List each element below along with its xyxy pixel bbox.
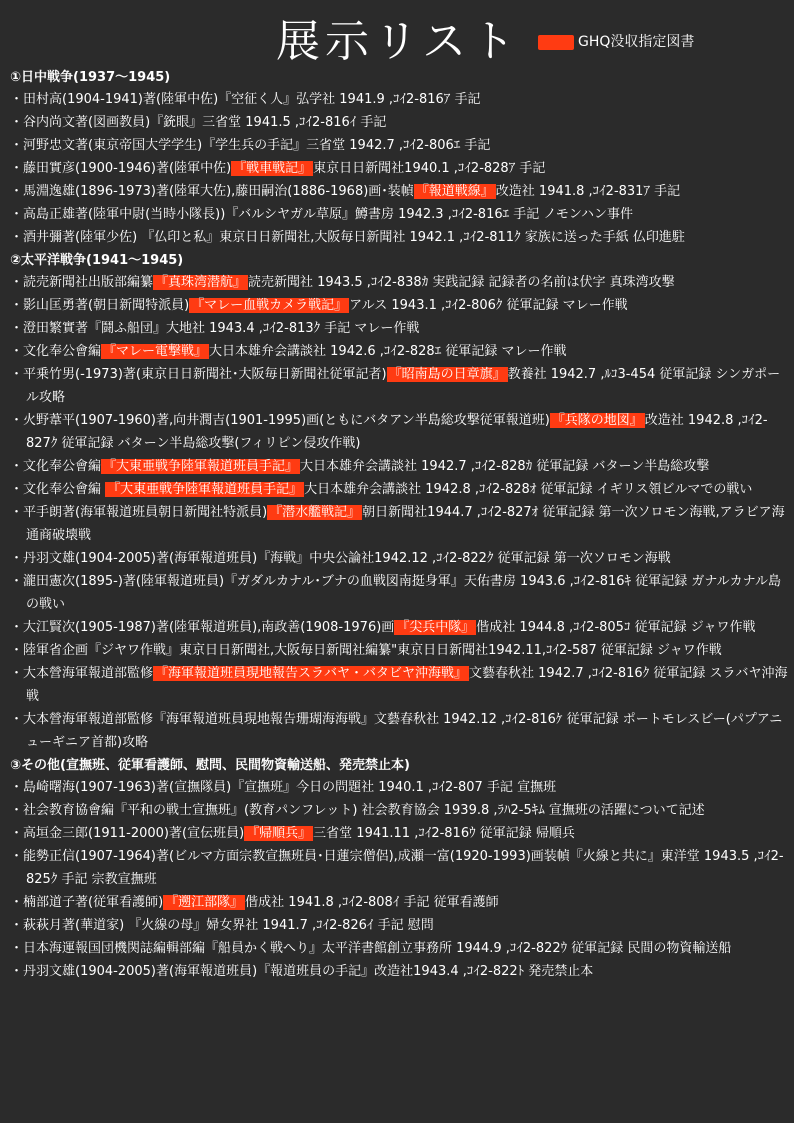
ghq-confiscated-title: 『真珠湾潜航』 [155,275,247,290]
list-item [10,363,788,409]
item-text: ・日本海運報国団機関誌編輯部編『船員かく戦へり』太平洋書館創立事務所 1944.9 ,ｺｲ2-822ｳ 従軍記録 民間の物資輸送船 [10,941,732,956]
item-text: ・文化奉公會編 [10,459,102,474]
item-text: ・文化奉公會編 [10,344,102,359]
ghq-confiscated-title: 『遡江部隊』 [165,895,244,910]
list-item [10,317,788,340]
item-text: ・酒井彌著(陸軍少佐) 『仏印と私』東京日日新聞社,大阪毎日新聞社 1942.1 ,ｺｲ2-811ｸ 家族に送った手紙 仏印進駐 [10,230,685,245]
item-text: ・平手朗著(海軍報道班員朝日新聞社特派員) [10,505,268,520]
item-text-rest: 文藝春秋社 1942.7 ,ｺｲ2-816ｸ 従軍記録 スラバヤ沖海戦 [26,666,788,704]
ghq-confiscated-title: 『戦車戦記』 [233,161,312,176]
item-text: ・読売新聞社出版部編纂 [10,275,154,290]
item-text-rest: 改造社 1942.8 ,ｺｲ2-827ｸ 従軍記録 バターン半島総攻撃(フィリピン侵攻作戦) [26,413,768,451]
item-text: ・大本營海軍報道部監修 [10,666,154,681]
list-item [10,478,788,501]
item-text: ・火野葦平(1907-1960)著,向井潤吉(1901-1995)画(ともにバタアン半島総攻撃従軍報道班) [10,413,550,428]
item-text: ・澄田繁實著『鬪ふ船団』大地社 1943.4 ,ｺｲ2-813ｸ 手記 マレー作戦 [10,321,420,336]
item-text-rest: 東京日日新聞社1940.1 ,ｺｲ2-828ｱ 手記 [313,161,546,176]
ghq-confiscated-title: 『報道戦線』 [415,184,494,199]
list-item [10,799,788,822]
list-item [10,294,788,317]
item-text: ・丹羽文雄(1904-2005)著(海軍報道班員)『海戦』中央公論社1942.12 ,ｺｲ2-822ｸ 従軍記録 第一次ソロモン海戦 [10,551,671,566]
item-text-rest: 大日本雄弁会講談社 1942.8 ,ｺｲ2-828ｵ 従軍記録 イギリス領ビルマでの戦い [304,482,753,497]
item-text: ・平乗竹男(-1973)著(東京日日新聞社･大阪毎日新聞社従軍記者) [10,367,387,382]
list-item [10,914,788,937]
list-item [10,845,788,891]
item-text: ・影山匡勇著(朝日新聞特派員) [10,298,190,313]
item-text: ・楠部道子著(従軍看護師) [10,895,164,910]
item-text: ・田村高(1904-1941)著(陸軍中佐)『空征く人』弘学社 1941.9 ,ｺｲ2-816ｱ 手記 [10,92,481,107]
ghq-confiscated-title: 『海軍報道班員現地報告スラバヤ・バタビヤ沖海戦』 [155,666,468,681]
item-text: ・藤田實彦(1900-1946)著(陸軍中佐) [10,161,232,176]
list-item [10,180,788,203]
item-text-rest: 改造社 1941.8 ,ｺｲ2-831ｱ 手記 [495,184,681,199]
item-text-rest: 大日本雄弁会講談社 1942.7 ,ｺｲ2-828ｶ 従軍記録 バターン半島総攻撃 [300,459,710,474]
ghq-confiscated-title: 『マレー血戦カメラ戦記』 [191,298,348,313]
list-item [10,547,788,570]
list-item [10,662,788,708]
ghq-confiscated-title: 『大東亜戦争陸軍報道班員手記』 [103,459,299,474]
list-item [10,822,788,845]
item-text-rest: 教養社 1942.7 ,ﾙｺ3-454 従軍記録 シンガポール攻略 [26,367,781,405]
page-title: 展示リスト [276,16,521,67]
list-item [10,157,788,180]
item-text-rest: アルス 1943.1 ,ｺｲ2-806ｸ 従軍記録 マレー作戦 [349,298,628,313]
legend-swatch [538,35,574,50]
list-item [10,88,788,111]
item-text: ・島崎曙海(1907-1963)著(宣撫隊員)『宣撫班』今日の問題社 1940.1 ,ｺｲ2-807 手記 宣撫班 [10,780,557,795]
item-text: ・能勢正信(1907-1964)著(ビルマ方面宗教宣撫班員･日蓮宗僧侶),成瀬一富(1920-1993)画装幀『火線と共に』東洋堂 1943.5 ,ｺｲ2-825ｸ 手記 宗教宣撫班 [10,849,784,887]
legend [538,33,694,51]
item-text: ・大江賢次(1905-1987)著(陸軍報道班員),南政善(1908-1976)画 [10,620,395,635]
ghq-confiscated-title: 『昭南島の日章旗』 [388,367,506,382]
item-text: ・丹羽文雄(1904-2005)著(海軍報道班員)『報道班員の手記』改造社1943.4 ,ｺｲ2-822ﾄ 発売禁止本 [10,964,594,979]
list-item [10,639,788,662]
ghq-confiscated-title: 『マレー電撃戦』 [103,344,208,359]
exhibit-list [10,66,788,983]
ghq-confiscated-title: 『潜水艦戦記』 [269,505,361,520]
list-item [10,203,788,226]
item-text-rest: 大日本雄弁会講談社 1942.6 ,ｺｲ2-828ｴ 従軍記録 マレー作戦 [209,344,567,359]
list-item [10,409,788,455]
item-text: ・社会教育協會編『平和の戦士宣撫班』(教育パンフレット) 社会教育協会 1939.8 ,ﾗﾊ2-5ｷﾑ 宣撫班の活躍について記述 [10,803,705,818]
item-text: ・陸軍省企画『ジヤワ作戦』東京日日新聞社,大阪毎日新聞社編纂"東京日日新聞社1942.11,ｺｲ2-587 従軍記録 ジャワ作戦 [10,643,722,658]
ghq-confiscated-title: 『兵隊の地図』 [551,413,643,428]
list-item [10,891,788,914]
item-text: ・瀧田憲次(1895-)著(陸軍報道班員)『ガダルカナル･ブナの血戦図南挺身軍』天佑書房 1943.6 ,ｺｲ2-816ｷ 従軍記録 ガナルカナル島の戦い [10,574,782,612]
list-item [10,226,788,249]
list-item [10,776,788,799]
item-text-rest: 読売新聞社 1943.5 ,ｺｲ2-838ｶ 実践記録 記録者の名前は伏字 真珠湾攻撃 [248,275,675,290]
list-item [10,570,788,616]
section-heading: ③その他(宣撫班、従軍看護師、慰問、民間物資輸送船、発売禁止本) [10,758,410,773]
section-heading: ②太平洋戦争(1941〜1945) [10,253,184,268]
list-item [10,960,788,983]
item-text: ・大本營海軍報道部監修『海軍報道班員現地報告珊瑚海海戦』文藝春秋社 1942.12 ,ｺｲ2-816ｹ 従軍記録 ポートモレスビー(パプアニューギニア首都)攻略 [10,712,783,750]
legend-label: GHQ没収指定図書 [578,34,695,50]
list-item [10,616,788,639]
item-text-rest: 偕成社 1944.8 ,ｺｲ2-805ｺ 従軍記録 ジャワ作戦 [476,620,756,635]
list-item [10,708,788,754]
item-text-rest: 三省堂 1941.11 ,ｺｲ2-816ｳ 従軍記録 帰順兵 [313,826,575,841]
item-text: ・河野忠文著(東京帝国大学学生)『学生兵の手記』三省堂 1942.7 ,ｺｲ2-806ｴ 手記 [10,138,491,153]
item-text: ・萩萩月著(華道家) 『火線の母』婦女界社 1941.7 ,ｺｲ2-826ｲ 手記 慰問 [10,918,434,933]
item-text-rest: 朝日新聞社1944.7 ,ｺｲ2-827ｵ 従軍記録 第一次ソロモン海戦,アラビア海通商破壊戦 [26,505,785,543]
ghq-confiscated-title: 『尖兵中隊』 [396,620,475,635]
section-heading: ①日中戦争(1937〜1945) [10,70,171,85]
list-item [10,111,788,134]
item-text: ・馬淵逸雄(1896-1973)著(陸軍大佐),藤田嗣治(1886-1968)画･装幀 [10,184,414,199]
list-item [10,271,788,294]
item-text: ・高島正雄著(陸軍中尉(当時小隊長))『バルシヤガル草原』鱒書房 1942.3 ,ｺｲ2-816ｴ 手記 ノモンハン事件 [10,207,633,222]
item-text: ・文化奉公會編 [10,482,106,497]
ghq-confiscated-title: 『大東亜戦争陸軍報道班員手記』 [107,482,303,497]
item-text-rest: 偕成社 1941.8 ,ｺｲ2-808ｲ 手記 従軍看護師 [245,895,499,910]
list-item [10,134,788,157]
ghq-confiscated-title: 『帰順兵』 [246,826,312,841]
item-text: ・高垣金三郎(1911-2000)著(宣伝班員) [10,826,245,841]
list-item [10,937,788,960]
list-item [10,501,788,547]
list-item [10,455,788,478]
item-text: ・谷内尚文著(図画教員)『銃眼』三省堂 1941.5 ,ｺｲ2-816ｲ 手記 [10,115,387,130]
list-item [10,340,788,363]
